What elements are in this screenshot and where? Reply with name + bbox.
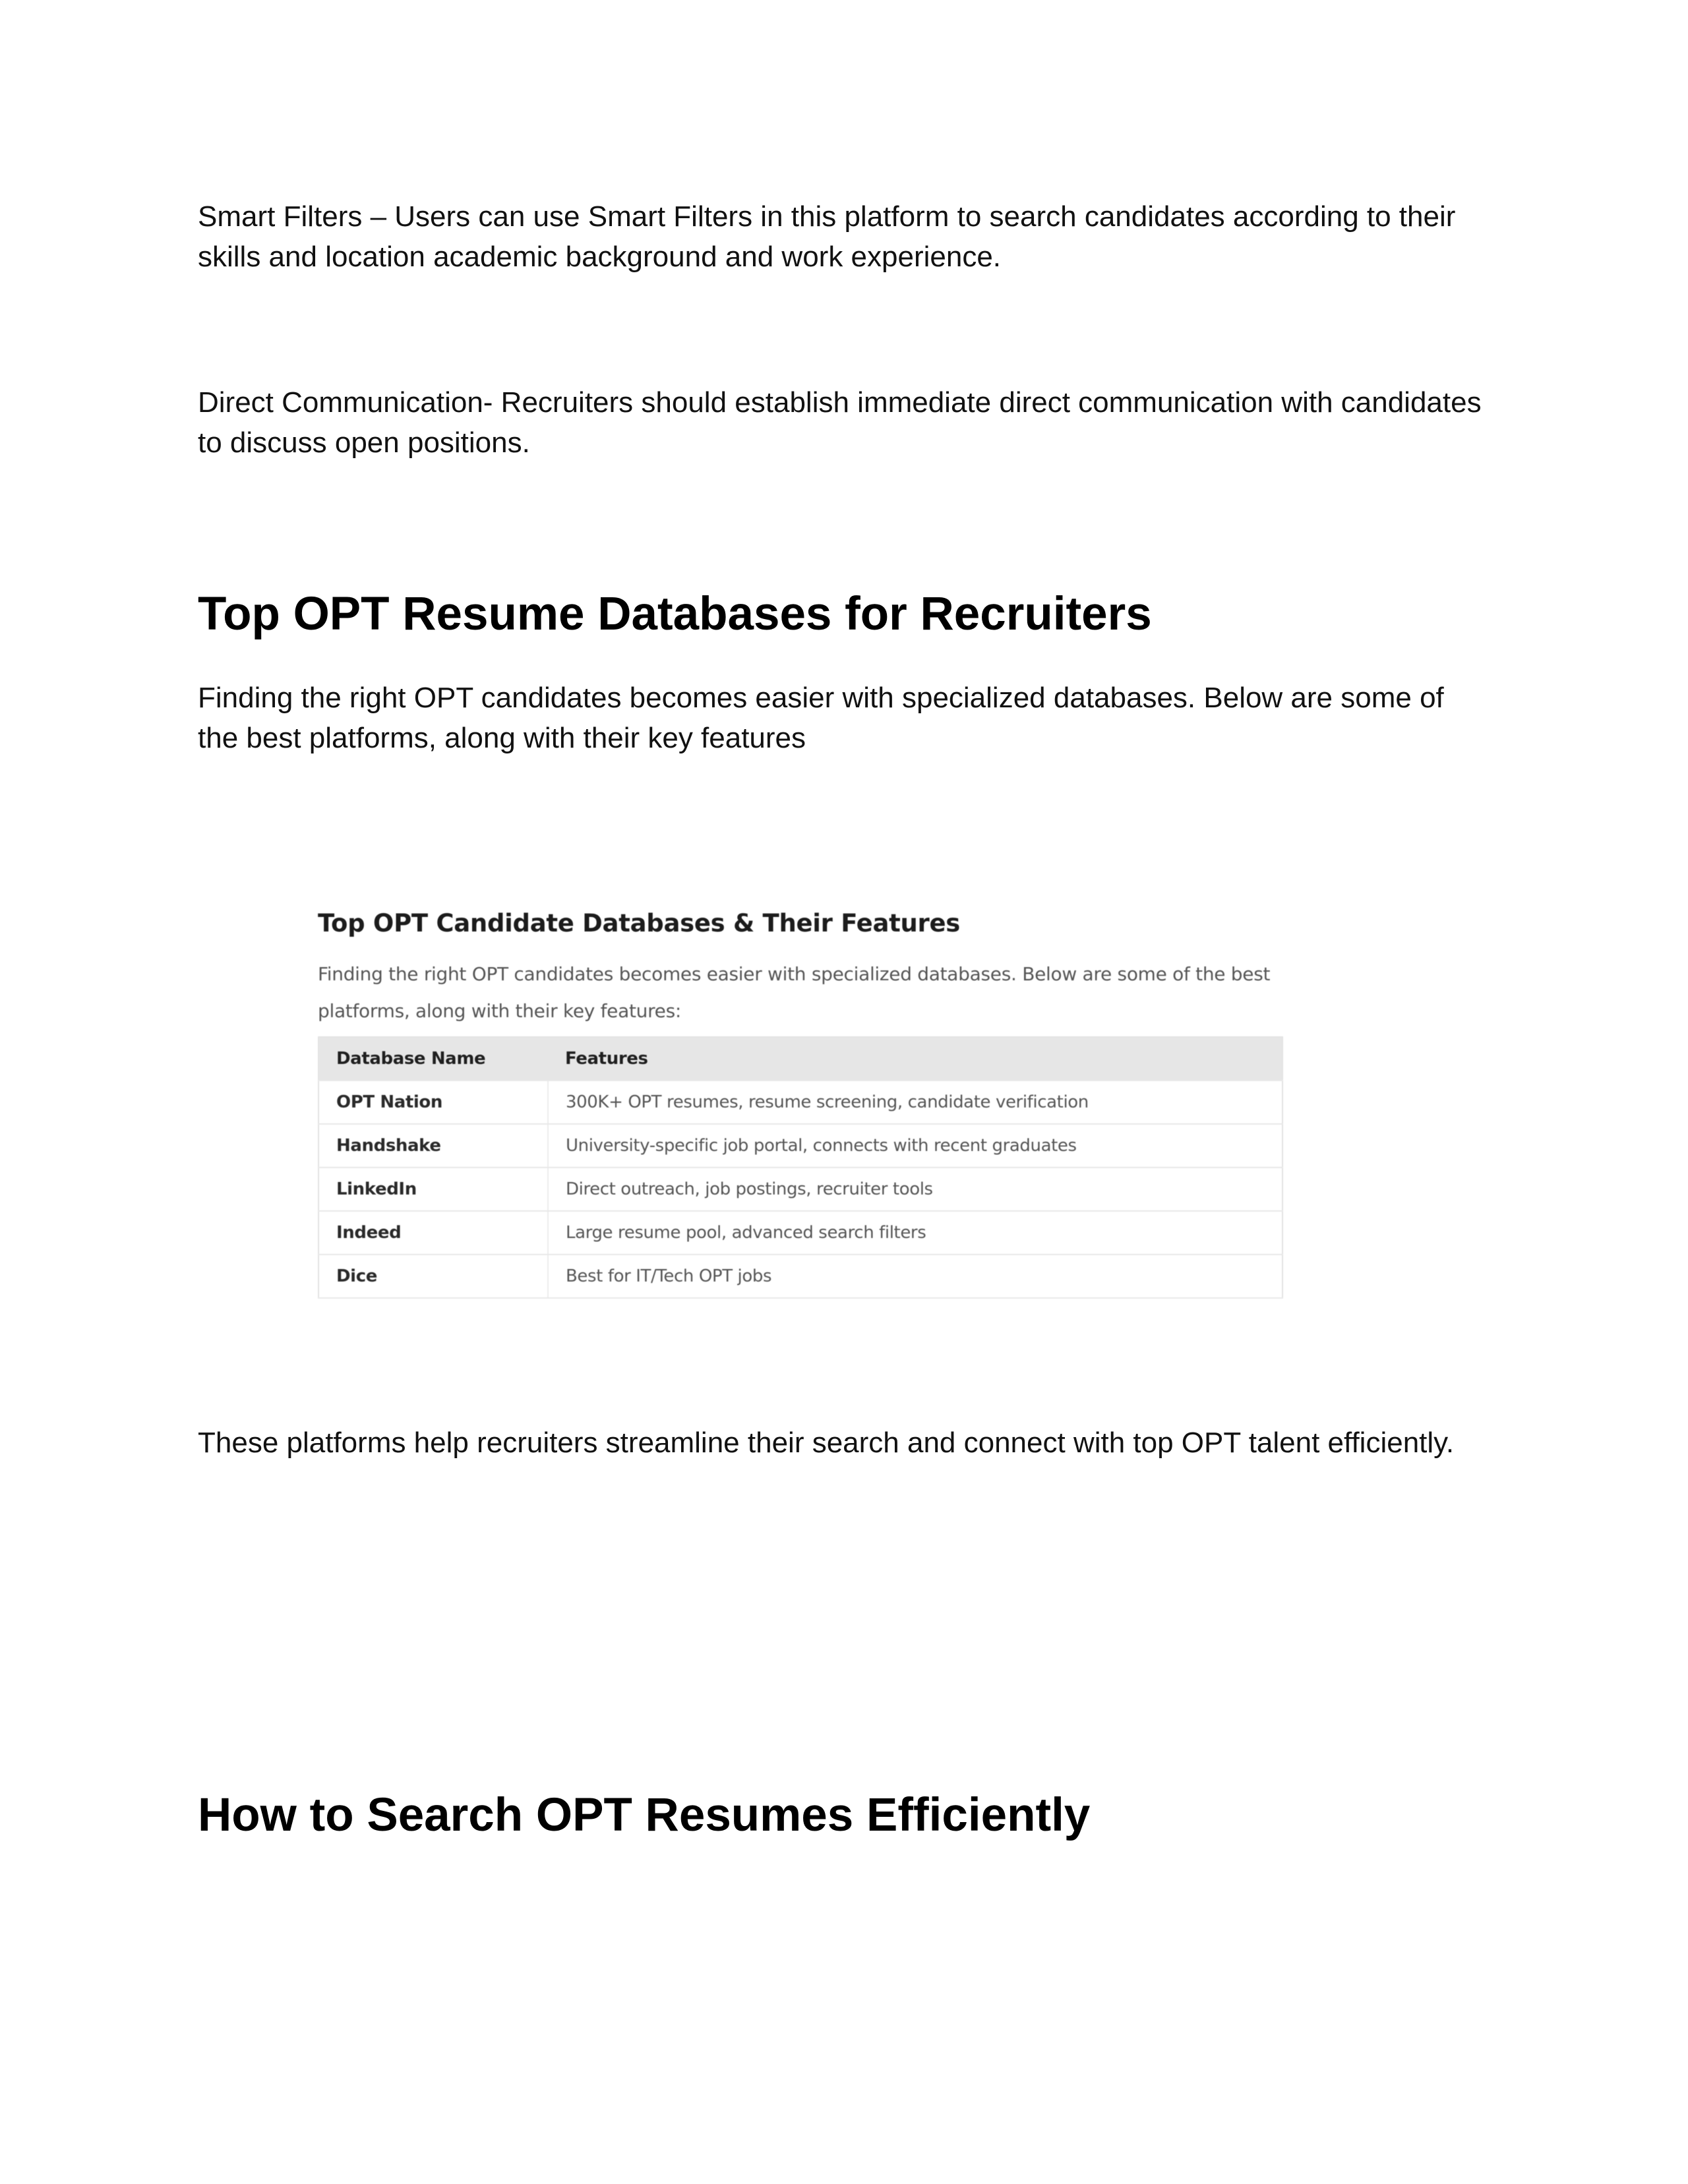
database-name-cell: Indeed bbox=[318, 1211, 548, 1254]
features-cell: University-specific job portal, connects with recent graduates bbox=[548, 1124, 1282, 1167]
features-cell: 300K+ OPT resumes, resume screening, candidate verification bbox=[548, 1080, 1282, 1124]
databases-table-image bbox=[318, 903, 1287, 1305]
table-row bbox=[318, 1124, 1282, 1167]
features-cell: Direct outreach, job postings, recruiter tools bbox=[548, 1167, 1282, 1211]
database-name-cell: Dice bbox=[318, 1254, 548, 1298]
table-row bbox=[318, 1211, 1282, 1254]
embedded-image-intro: Finding the right OPT candidates becomes easier with specialized databases. Below are some of the best platforms, along with their key features: bbox=[318, 963, 1271, 1022]
column-header-features: Features bbox=[548, 1037, 1282, 1080]
platforms-help-paragraph: These platforms help recruiters streamline their search and connect with top OPT talent efficiently. bbox=[198, 1427, 1455, 1459]
features-cell: Large resume pool, advanced search filters bbox=[548, 1211, 1282, 1254]
database-name-cell: OPT Nation bbox=[318, 1080, 548, 1124]
database-name-cell: Handshake bbox=[318, 1124, 548, 1167]
table-header-row bbox=[318, 1037, 1282, 1080]
direct-communication-paragraph: Direct Communication- Recruiters should establish immediate direct communication with candidates to discuss open positions. bbox=[198, 386, 1482, 459]
table-row bbox=[318, 1167, 1282, 1211]
table-row bbox=[318, 1080, 1282, 1124]
embedded-image-title: Top OPT Candidate Databases & Their Features bbox=[318, 909, 961, 937]
table-row bbox=[318, 1254, 1282, 1298]
column-header-database-name: Database Name bbox=[318, 1037, 548, 1080]
top-databases-heading: Top OPT Resume Databases for Recruiters bbox=[198, 588, 1152, 640]
how-to-search-heading: How to Search OPT Resumes Efficiently bbox=[198, 1789, 1091, 1841]
smart-filters-paragraph: Smart Filters – Users can use Smart Filters in this platform to search candidates according to their skills and location academic background and work experience. bbox=[198, 200, 1456, 273]
databases-table bbox=[318, 1036, 1283, 1299]
database-name-cell: LinkedIn bbox=[318, 1167, 548, 1211]
features-cell: Best for IT/Tech OPT jobs bbox=[548, 1254, 1282, 1298]
finding-candidates-paragraph: Finding the right OPT candidates becomes easier with specialized databases. Below are some of the best platforms, along with their key features bbox=[198, 682, 1444, 754]
